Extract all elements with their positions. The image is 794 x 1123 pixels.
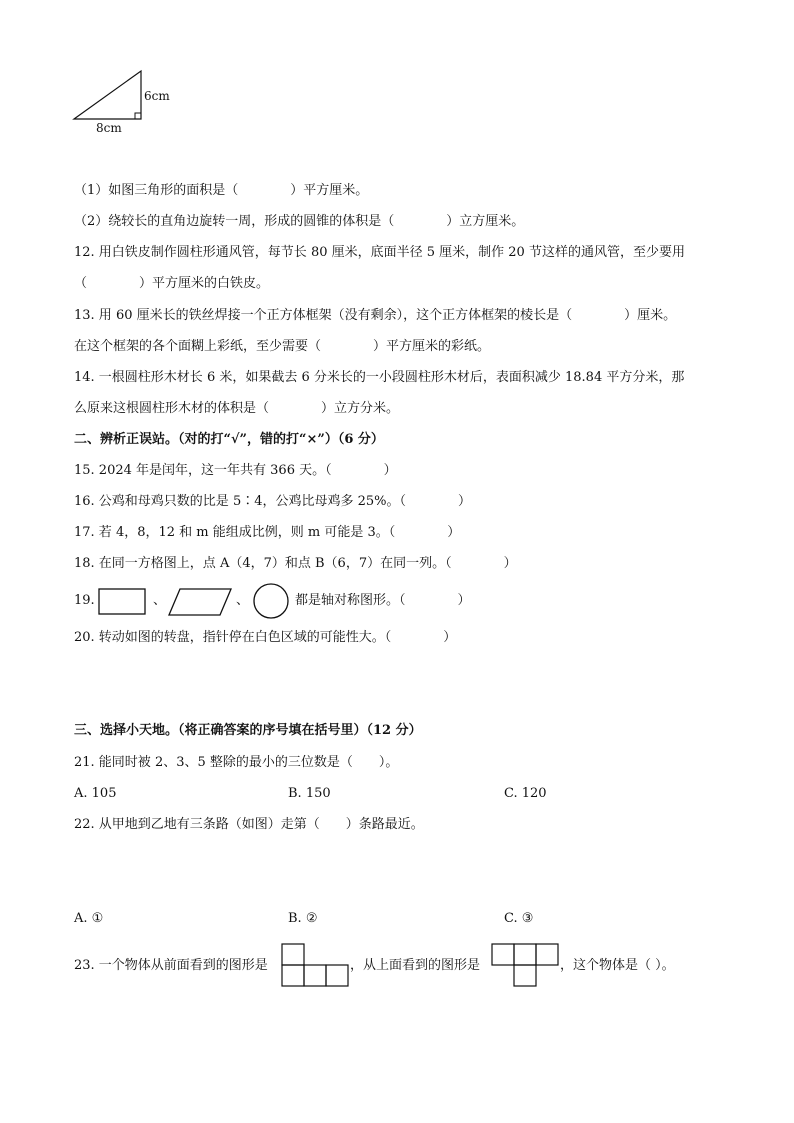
q14-text-1: 14. 一根圆柱形木材长 6 米，如果截去 6 分米长的一小段圆柱形木材后，表面积减少 18.84 平方分米，那 [74,370,685,385]
q22-stem: 22. 从甲地到乙地有三条路（如图）走第（ ）条路最近。 [74,817,424,832]
top-view-figure [492,944,558,986]
q23-part3: ，这个物体是（ ）。 [560,958,675,973]
q19-number: 19. [74,593,95,608]
q13-text-1: 13. 用 60 厘米长的铁丝焊接一个正方体框架（没有剩余），这个正方体框架的棱长是（ ）厘米。 [74,308,677,323]
q21-option-b: B. 150 [288,786,331,801]
q19-text: 都是轴对称图形。（ ） [295,593,471,608]
q14-text-2: 么原来这根圆柱形木材的体积是（ ）立方分米。 [74,401,400,416]
q18-text: 18. 在同一方格图上，点 A（4，7）和点 B（6，7）在同一列。（ ） [74,556,517,571]
section3-heading: 三、选择小天地。（将正确答案的序号填在括号里）（12 分） [74,723,422,738]
q11-sub2-text: （2）绕较长的直角边旋转一周，形成的圆锥的体积是（ ）立方厘米。 [74,214,525,229]
q22-option-c: C. ③ [504,911,534,926]
q11-sub1-text: （1）如图三角形的面积是（ ）平方厘米。 [74,183,369,198]
q23-part1: 23. 一个物体从前面看到的图形是 [74,958,268,973]
q22-option-a: A. ① [74,911,104,926]
q19-separator-1: 、 [153,593,167,608]
triangle-height-label: 6cm [144,89,170,103]
q22-option-b: B. ② [288,911,318,926]
section2-heading: 二、辨析正误站。（对的打“√”，错的打“×”）（6 分） [74,432,384,447]
q16-text: 16. 公鸡和母鸡只数的比是 5∶4，公鸡比母鸡多 25%。（ ） [74,494,472,509]
q23-part2: ，从上面看到的图形是 [350,958,481,973]
q20-text: 20. 转动如图的转盘，指针停在白色区域的可能性大。（ ） [74,630,457,645]
q12-text-2: （ ）平方厘米的白铁皮。 [74,276,270,291]
q15-text: 15. 2024 年是闰年，这一年共有 366 天。（ ） [74,463,397,478]
q12-text-1: 12. 用白铁皮制作圆柱形通风管，每节长 80 厘米，底面半径 5 厘米，制作 20 节这样的通风管，至少要用 [74,245,685,260]
q13-text-2: 在这个框架的各个面糊上彩纸，至少需要（ ）平方厘米的彩纸。 [74,339,491,354]
q21-option-c: C. 120 [504,786,547,801]
q21-stem: 21. 能同时被 2、3、5 整除的最小的三位数是（ ）。 [74,755,399,770]
q21-option-a: A. 105 [74,786,117,801]
triangle-base-label: 8cm [96,121,122,135]
front-view-figure [282,944,348,986]
q19-separator-2: 、 [236,593,250,608]
q17-text: 17. 若 4，8，12 和 m 能组成比例，则 m 可能是 3。（ ） [74,525,461,540]
